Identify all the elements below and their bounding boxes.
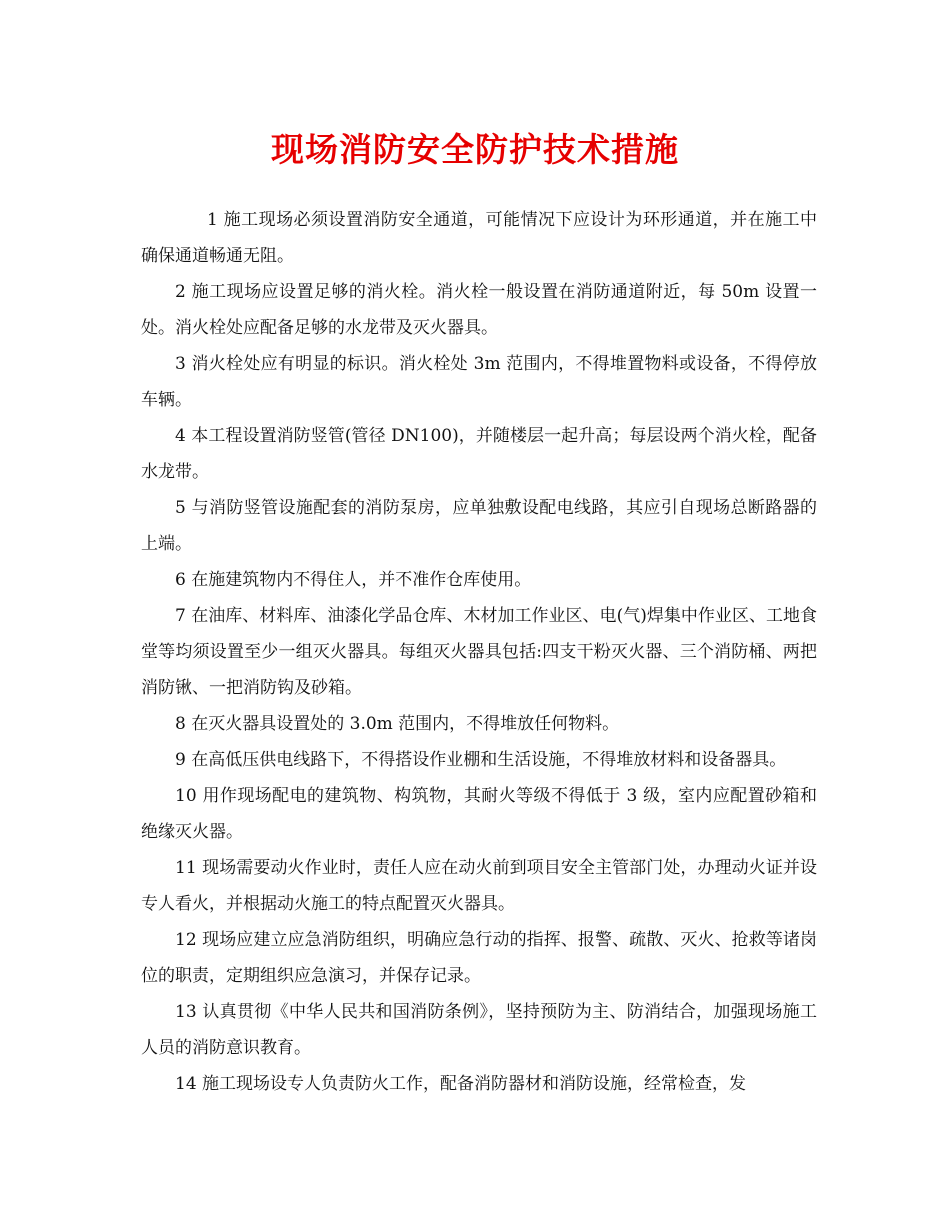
paragraph-12: 12 现场应建立应急消防组织，明确应急行动的指挥、报警、疏散、灭火、抢救等诸岗位的职责，定期组织应急演习，并保存记录。 xyxy=(141,930,817,986)
paragraph-14: 14 施工现场设专人负责防火工作，配备消防器材和消防设施，经常检查，发 xyxy=(175,1074,747,1094)
paragraph-2: 2 施工现场应设置足够的消火栓。消火栓一般设置在消防通道附近，每 50m 设置一处。消火栓处应配备足够的水龙带及灭火器具。 xyxy=(141,282,817,338)
document-title: 现场消防安全防护技术措施 xyxy=(271,130,679,169)
paragraph-3: 3 消火栓处应有明显的标识。消火栓处 3m 范围内，不得堆置物料或设备，不得停放车辆。 xyxy=(141,354,817,410)
paragraph-10: 10 用作现场配电的建筑物、构筑物，其耐火等级不得低于 3 级，室内应配置砂箱和绝缘灭火器。 xyxy=(141,786,817,842)
paragraph-6: 6 在施建筑物内不得住人，并不准作仓库使用。 xyxy=(175,570,532,590)
paragraph-8: 8 在灭火器具设置处的 3.0m 范围内，不得堆放任何物料。 xyxy=(175,714,620,734)
paragraph-13: 13 认真贯彻《中华人民共和国消防条例》，坚持预防为主、防消结合，加强现场施工人员的消防意识教育。 xyxy=(141,1002,817,1058)
paragraph-7: 7 在油库、材料库、油漆化学品仓库、木材加工作业区、电(气)焊集中作业区、工地食堂等均须设置至少一组灭火器具。每组灭火器具包括:四支干粉灭火器、三个消防桶、两把消防锹、一把消防钩及砂箱。 xyxy=(141,606,817,698)
paragraph-5: 5 与消防竖管设施配套的消防泵房，应单独敷设配电线路，其应引自现场总断路器的上端。 xyxy=(141,498,817,554)
paragraph-9: 9 在高低压供电线路下，不得搭设作业棚和生活设施，不得堆放材料和设备器具。 xyxy=(175,750,787,770)
paragraph-4: 4 本工程设置消防竖管(管径 DN100)，并随楼层一起升高；每层设两个消火栓，配备水龙带。 xyxy=(141,426,817,482)
document-body xyxy=(141,202,817,1102)
paragraph-11: 11 现场需要动火作业时，责任人应在动火前到项目安全主管部门处，办理动火证并设专人看火，并根据动火施工的特点配置灭火器具。 xyxy=(141,858,817,914)
paragraph-1: 1 施工现场必须设置消防安全通道，可能情况下应设计为环形通道，并在施工中确保通道畅通无阻。 xyxy=(141,210,817,266)
